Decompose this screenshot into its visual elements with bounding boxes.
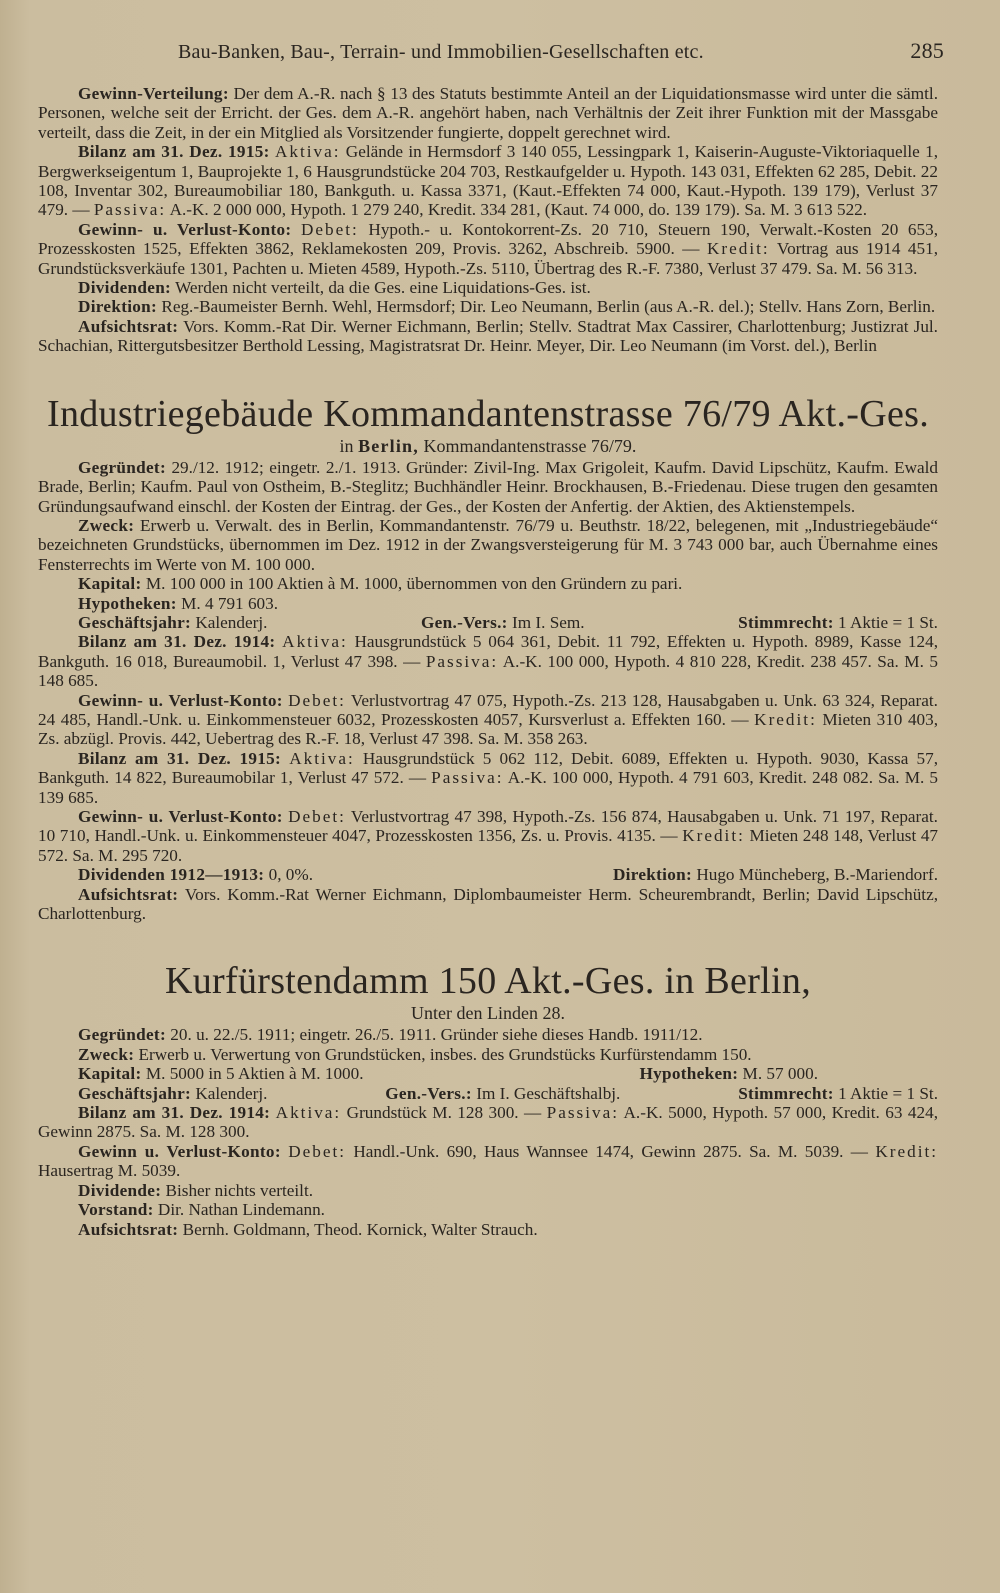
page-header <box>38 38 944 64</box>
kapital-paragraph <box>38 574 938 593</box>
vorstand-text: Dir. Nathan Lindemann. <box>157 1200 325 1220</box>
stimmrecht-cell <box>738 613 938 632</box>
aktiva-text: Gelände in Hermsdorf 3 140 055, Lessingpark 1, Kaiserin-Auguste-Viktoriaquelle 1, Bergwerkseigentum 1, Bauprojekte 1, 6 Hausgrundstücke 204 703, Restkaufgelder u. Hypoth. 143 031, Effekten 62 285, Debit. 22 108, Inventar 302, Bureaumobiliar 180, Bankguth. u. Kassa 3371, (Kaut.-Effekten 74 000, Kaut.-Hypoth. 139 179), Verlust 37 479. — <box>38 142 938 220</box>
kredit-label: Kredit: <box>682 826 745 846</box>
direktion-label: Direktion: <box>612 865 693 885</box>
company-entry-kurfuerstendamm <box>38 961 938 1238</box>
guv-label: Gewinn u. Verlust-Konto: <box>78 1141 281 1161</box>
aktiva-label: Aktiva: <box>289 748 355 768</box>
passiva-text: A.-K. 5000, Hypoth. 57 000, Kredit. 63 424, Gewinn 2875. Sa. M. 128 300. <box>38 1103 938 1142</box>
running-title: Bau-Banken, Bau-, Terrain- und Immobilien-Gesellschaften etc. <box>178 41 704 63</box>
debet-text: Hypoth.- u. Kontokorrent-Zs. 20 710, Steuern 190, Verwalt.-Kosten 20 653, Prozesskosten 1525, Effekten 3862, Reklamekosten 209, Provis. 3262, Abschreib. 5900. — <box>38 219 938 259</box>
dividenden-cell <box>78 865 313 884</box>
company-title: Kurfürstendamm 150 Akt.-Ges. in Berlin, <box>165 960 811 1003</box>
passiva-label: Passiva: <box>546 1103 620 1123</box>
aufsichtsrat-label: Aufsichtsrat: <box>78 884 179 904</box>
hypotheken-text: M. 4 791 603. <box>181 593 279 613</box>
guv-label: Gewinn- u. Verlust-Konto: <box>78 690 283 710</box>
aufsichtsrat-text: Vors. Komm.-Rat Werner Eichmann, Diplombaumeister Herm. Scheurembrandt, Berlin; David Lipschütz, Charlottenburg. <box>38 884 938 924</box>
aufsichtsrat-paragraph <box>38 885 938 924</box>
kapital-label: Kapital: <box>78 574 142 594</box>
kredit-label: Kredit: <box>706 239 770 259</box>
bilanz-label: Bilanz am 31. Dez. 1914: <box>78 1103 271 1123</box>
kredit-text: Hausertrag M. 5039. <box>38 1161 181 1181</box>
bilanz-label: Bilanz am 31. Dez. 1915: <box>78 142 270 162</box>
aufsichtsrat-label: Aufsichtsrat: <box>78 316 179 336</box>
bilanz-paragraph <box>38 1103 938 1142</box>
dividenden-label: Dividenden: <box>78 278 172 298</box>
kredit-text: Mieten 248 148, Verlust 47 572. Sa. M. 295 720. <box>38 826 939 865</box>
guv-1914-paragraph <box>38 691 938 749</box>
zweck-label: Zweck: <box>78 515 135 535</box>
stimmrecht-label: Stimmrecht: <box>738 1083 834 1103</box>
debet-text: Verlustvortrag 47 398, Hypoth.-Zs. 156 874, Hausabgaben u. Unk. 71 197, Reparat. 10 710, Handl.-Unk. u. Einkommensteuer 4047, Prozesskosten 1356, Zs. u. Provis. 4135. — <box>38 807 938 846</box>
bilanz-1915-label: Bilanz am 31. Dez. 1915: <box>78 748 282 768</box>
kapital-text: M. 5000 in 5 Aktien à M. 1000. <box>145 1064 364 1084</box>
bilanz-1914-label: Bilanz am 31. Dez. 1914: <box>78 632 276 652</box>
debet-label: Debet: <box>288 690 346 710</box>
company-subtitle <box>38 436 938 456</box>
kredit-text: Mieten 310 403, Zs. abzügl. Provis. 442, Uebertrag des R.-F. 18, Verlust 47 398. Sa. M. 358 263. <box>38 709 939 749</box>
debet-text: Handl.-Unk. 690, Haus Wannsee 1474, Gewinn 2875. Sa. M. 5039. — <box>353 1141 868 1161</box>
aktiva-text: Grundstück M. 128 300. — <box>346 1103 542 1123</box>
gen-vers-cell <box>385 1084 620 1103</box>
zweck-paragraph <box>38 1045 938 1064</box>
company-subtitle: Unter den Linden 28. <box>411 1003 565 1024</box>
geschaeftsjahr-row <box>38 1084 938 1103</box>
debet-label: Debet: <box>288 807 346 826</box>
geschaeftsjahr-cell <box>78 613 267 632</box>
stimmrecht-text: 1 Aktie = 1 St. <box>838 1083 938 1103</box>
aufsichtsrat-paragraph <box>38 317 938 356</box>
company-title: Industriegebäude Kommandantenstrasse 76/79 Akt.-Ges. <box>46 392 929 435</box>
dividenden-text: Werden nicht verteilt, da die Ges. eine Liquidations-Ges. ist. <box>175 278 591 298</box>
aufsichtsrat-text: Bernh. Goldmann, Theod. Kornick, Walter Strauch. <box>182 1219 538 1239</box>
dividenden-direktion-row <box>38 865 938 884</box>
passiva-label: Passiva: <box>93 200 167 220</box>
dividenden-label: Dividenden 1912—1913: <box>78 865 265 885</box>
kredit-label: Kredit: <box>754 709 817 729</box>
hypotheken-paragraph <box>38 594 938 613</box>
geschaeftsjahr-label: Geschäftsjahr: <box>78 612 192 632</box>
kapital-hypotheken-row <box>38 1064 938 1083</box>
passiva-text: A.-K. 2 000 000, Hypoth. 1 279 240, Kredit. 334 281, (Kaut. 74 000, do. 139 179). Sa. M. 3 613 522. <box>169 200 868 220</box>
gewinn-verteilung-text: Der dem A.-R. nach § 13 des Statuts bestimmte Anteil an der Liquidationsmasse wird unter die sämtl. Personen, welche seit der Erricht. der Ges. dem A.-R. angehört haben, nach Verhältnis der Zeit ihrer Funktion mit der Massgabe verteilt, dass die Zeit, in der ein Mitglied als Vorsitzender fungierte, doppelt gerechnet wird. <box>38 84 938 142</box>
guv-label: Gewinn- u. Verlust-Konto: <box>78 807 283 826</box>
company-entry-continued <box>38 84 938 356</box>
gewinn-verteilung-label: Gewinn-Verteilung: <box>78 84 229 103</box>
gegruendet-text: 20. u. 22./5. 1911; eingetr. 26./5. 1911. Gründer siehe dieses Handb. 1911/12. <box>170 1025 703 1045</box>
aktiva-text: Hausgrundstück 5 062 112, Debit. 6089, Effekten u. Hypoth. 9030, Kassa 57, Bankguth. 14 822, Bureaumobilar 1, Verlust 47 572. — <box>38 748 939 788</box>
gewinn-verteilung-paragraph <box>38 84 938 142</box>
stimmrecht-label: Stimmrecht: <box>738 612 834 632</box>
bilanz-paragraph <box>38 142 938 220</box>
dividende-paragraph <box>38 1181 938 1200</box>
geschaeftsjahr-text: Kalenderj. <box>195 612 268 632</box>
kredit-text: Vortrag aus 1914 451, Grundstücksverkäufe 1301, Pachten u. Mieten 4589, Hypoth.-Zs. 5110, Übertrag des R.-F. 7380, Verlust 37 479. Sa. M. 56 313. <box>38 239 938 278</box>
passiva-label: Passiva: <box>425 651 499 671</box>
debet-label: Debet: <box>300 219 359 239</box>
gegruendet-label: Gegründet: <box>78 457 166 477</box>
stimmrecht-text: 1 Aktie = 1 St. <box>838 612 938 632</box>
guv-1915-paragraph <box>38 807 938 865</box>
guv-paragraph <box>38 1142 938 1181</box>
hypotheken-label: Hypotheken: <box>78 593 177 613</box>
passiva-text: A.-K. 100 000, Hypoth. 4 791 603, Kredit. 248 082. Sa. M. 5 139 685. <box>38 768 938 807</box>
debet-label: Debet: <box>288 1141 347 1161</box>
direktion-text: Reg.-Baumeister Bernh. Wehl, Hermsdorf; Dir. Leo Neumann, Berlin (aus A.-R. del.); Stellv. Hans Zorn, Berlin. <box>161 297 936 317</box>
kapital-text: M. 100 000 in 100 Aktien à M. 1000, übernommen von den Gründern zu pari. <box>145 574 683 594</box>
direktion-text: Hugo Müncheberg, B.-Mariendorf. <box>696 865 938 885</box>
bilanz-1914-paragraph <box>38 632 938 690</box>
kapital-label: Kapital: <box>78 1064 142 1084</box>
passiva-text: A.-K. 100 000, Hypoth. 4 810 228, Kredit. 238 457. Sa. M. 5 148 685. <box>38 651 938 691</box>
zweck-label: Zweck: <box>78 1044 135 1064</box>
geschaeftsjahr-text: Kalenderj. <box>195 1083 268 1103</box>
hypotheken-label: Hypotheken: <box>639 1064 739 1084</box>
aufsichtsrat-paragraph <box>38 1220 938 1239</box>
passiva-label: Passiva: <box>431 768 504 788</box>
vorstand-paragraph <box>38 1200 938 1219</box>
gegruendet-text: 29./12. 1912; eingetr. 2./1. 1913. Gründer: Zivil-Ing. Max Grigoleit, Kaufm. David Lipschütz, Kaufm. Ewald Brade, Berlin; Kaufm. Paul von Ostheim, B.-Steglitz; Buchhändler Heinr. Brockhausen, B.-Friedenau. Diese trugen den gesamten Gründungsaufwand einschl. der Kosten der Eintrag. der Ges., der Kosten der Anfertig. der Aktien, des Aktienstempels. <box>38 457 938 516</box>
gen-vers-text: Im I. Sem. <box>512 612 585 632</box>
bilanz-1915-paragraph <box>38 749 938 807</box>
geschaeftsjahr-cell <box>78 1084 267 1103</box>
kapital-cell <box>78 1064 364 1083</box>
guv-paragraph <box>38 220 938 278</box>
kredit-label: Kredit: <box>875 1141 939 1161</box>
geschaeftsjahr-label: Geschäftsjahr: <box>78 1083 192 1103</box>
aufsichtsrat-text: Vors. Komm.-Rat Dir. Werner Eichmann, Berlin; Stellv. Stadtrat Max Cassirer, Charlottenburg; Justizrat Jul. Schachian, Rittergutsbesitzer Berthold Lessing, Magistratsrat Dr. Heinr. Meyer, Dir. Leo Neumann (im Vorst. del.), Berlin <box>38 316 938 356</box>
zweck-text: Erwerb u. Verwertung von Grundstücken, insbes. des Grundstücks Kurfürstendamm 150. <box>138 1044 752 1064</box>
subtitle-city: Berlin, <box>358 435 419 456</box>
debet-text: Verlustvortrag 47 075, Hypoth.-Zs. 213 128, Hausabgaben u. Unk. 63 324, Reparat. 24 485, Handl.-Unk. u. Einkommensteuer 6032, Prozesskosten 4057, Kursverlust a. Effekten 160. — <box>38 690 938 729</box>
gen-vers-cell <box>421 613 585 632</box>
vorstand-label: Vorstand: <box>78 1200 154 1220</box>
gegruendet-paragraph <box>38 458 938 516</box>
hypotheken-cell <box>639 1064 818 1083</box>
dividende-text: Bisher nichts verteilt. <box>165 1180 314 1200</box>
aktiva-label: Aktiva: <box>275 1103 342 1123</box>
aktiva-label: Aktiva: <box>274 142 341 162</box>
direktion-label: Direktion: <box>78 297 158 317</box>
dividende-label: Dividende: <box>78 1180 162 1200</box>
aktiva-label: Aktiva: <box>282 632 348 652</box>
zweck-text: Erwerb u. Verwalt. des in Berlin, Kommandantenstr. 76/79 u. Beuthstr. 18/22, belegenen, mit „Industriegebäude“ bezeichneten Grundstücks, übernommen im Dez. 1912 in der Zwangsversteigerung für M. 3 743 000 bar, auch Übernahme eines Fensterrechts im Werte von M. 100 000. <box>38 515 939 574</box>
geschaeftsjahr-row <box>38 613 938 632</box>
aktiva-text: Hausgrundstück 5 064 361, Debit. 11 792, Effekten u. Hypoth. 8989, Kasse 124, Bankguth. 16 018, Bureaumobil. 1, Verlust 47 398. — <box>38 632 939 671</box>
gen-vers-label: Gen.-Vers.: <box>385 1083 472 1103</box>
stimmrecht-cell <box>738 1084 938 1103</box>
guv-label: Gewinn- u. Verlust-Konto: <box>78 219 292 239</box>
subtitle-in: in <box>339 435 354 456</box>
gen-vers-text: Im I. Geschäftshalbj. <box>476 1083 621 1103</box>
gegruendet-paragraph <box>38 1025 938 1044</box>
zweck-paragraph <box>38 516 938 574</box>
aufsichtsrat-label: Aufsichtsrat: <box>78 1219 179 1239</box>
subtitle-address: Kommandantenstrasse 76/79. <box>423 435 637 456</box>
dividenden-paragraph <box>38 278 938 297</box>
gen-vers-label: Gen.-Vers.: <box>421 612 508 632</box>
gegruendet-label: Gegründet: <box>78 1025 166 1045</box>
dividenden-text: 0, 0%. <box>268 865 314 885</box>
company-entry-industriegebaeude <box>38 394 938 924</box>
hypotheken-text: M. 57 000. <box>742 1064 818 1084</box>
direktion-cell <box>613 865 938 884</box>
page-number: 285 <box>910 38 944 63</box>
direktion-paragraph <box>38 297 938 316</box>
